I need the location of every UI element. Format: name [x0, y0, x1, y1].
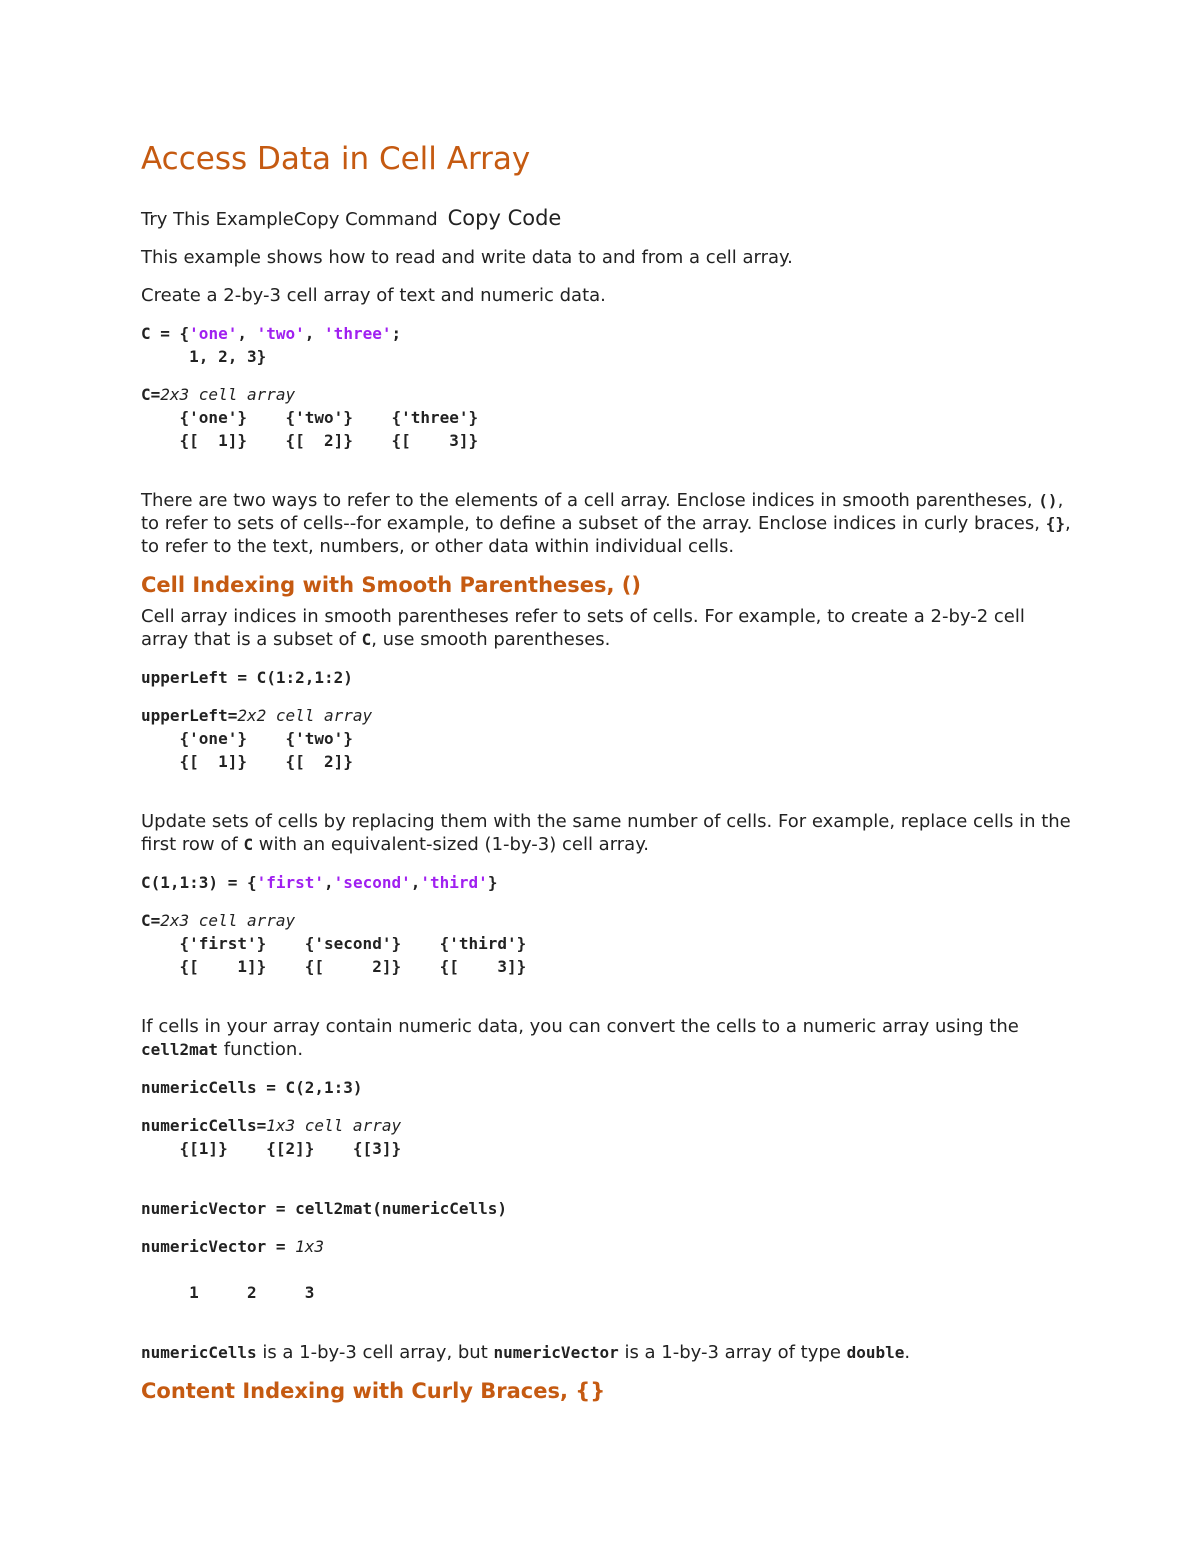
cell-indexing-paragraph: Cell array indices in smooth parentheses refer to sets of cells. For example, to create a 2-by-2 cell array that is a subset of C, use smooth parentheses.: [141, 606, 1025, 650]
code-block-numericcells: numericCells = C(2,1:3): [141, 1078, 363, 1097]
code-block-upperleft: upperLeft = C(1:2,1:2): [141, 668, 353, 687]
output-block-replace-row: C=2x3 cell array {'first'} {'second'} {'third'} {[ 1]} {[ 2]} {[ 3]}: [141, 911, 527, 976]
try-example-line: [141, 206, 1071, 232]
output-block-upperleft: upperLeft=2x2 cell array {'one'} {'two'} {[ 1]} {[ 2]}: [141, 706, 373, 771]
numeric-paragraph: If cells in your array contain numeric data, you can convert the cells to a numeric array using the cell2mat function.: [141, 1016, 1019, 1060]
document-page: [141, 140, 1071, 1405]
section-heading-cell-indexing: Cell Indexing with Smooth Parentheses, (): [141, 573, 642, 597]
output-block-create: C=2x3 cell array {'one'} {'two'} {'three'} {[ 1]} {[ 2]} {[ 3]}: [141, 385, 479, 450]
section-heading-content-indexing: Content Indexing with Curly Braces, {}: [141, 1379, 606, 1403]
copy-code-button[interactable]: Copy Code: [447, 206, 562, 230]
code-block-create: C = {'one', 'two', 'three'; 1, 2, 3}: [141, 324, 402, 366]
output-block-numericcells: numericCells=1x3 cell array {[1]} {[2]} {[3]}: [141, 1116, 402, 1158]
page-title: Access Data in Cell Array: [141, 141, 531, 177]
create-paragraph: Create a 2-by-3 cell array of text and numeric data.: [141, 285, 606, 306]
final-paragraph: numericCells is a 1-by-3 cell array, but numericVector is a 1-by-3 array of type double.: [141, 1342, 911, 1363]
code-block-replace-row: C(1,1:3) = {'first','second','third'}: [141, 873, 498, 892]
output-block-numericvector: numericVector = 1x3 1 2 3: [141, 1237, 325, 1302]
try-example-link[interactable]: Try This ExampleCopy Command: [141, 209, 438, 230]
ways-paragraph: There are two ways to refer to the elements of a cell array. Enclose indices in smooth parentheses, (), to refer to sets of cells--for example, to define a subset of the array. Enclose indices in curly braces, {}, to refer to the text, numbers, or other data within individual cells.: [141, 490, 1071, 557]
intro-paragraph: This example shows how to read and write data to and from a cell array.: [141, 247, 793, 268]
code-block-numericvector: numericVector = cell2mat(numericCells): [141, 1199, 508, 1218]
update-paragraph: Update sets of cells by replacing them with the same number of cells. For example, replace cells in the first row of C with an equivalent-sized (1-by-3) cell array.: [141, 811, 1071, 855]
